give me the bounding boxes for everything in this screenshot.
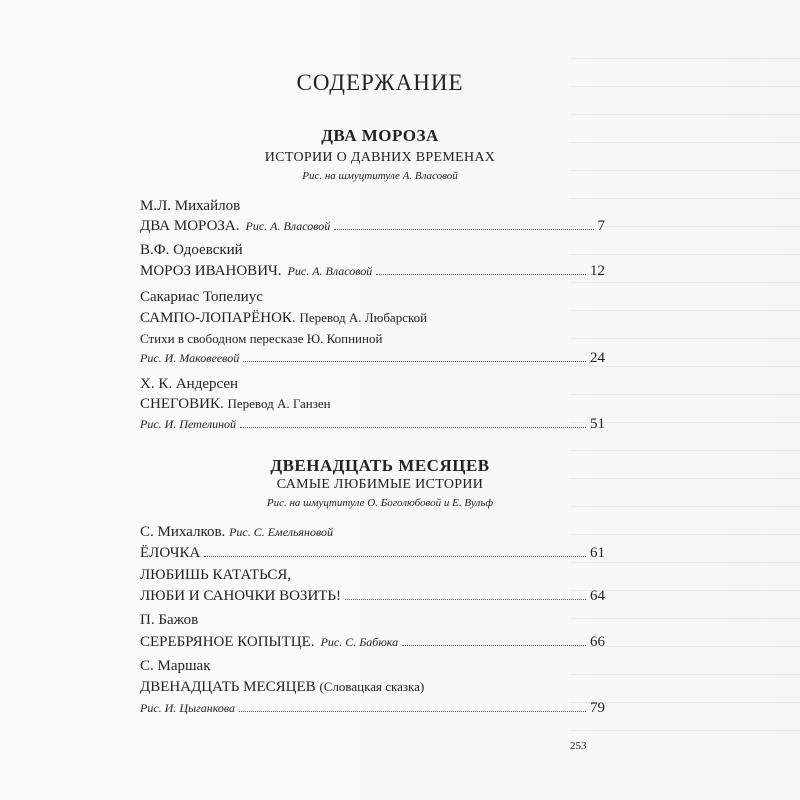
section1-subtitle: ИСТОРИИ О ДАВНИХ ВРЕМЕНАХ bbox=[264, 150, 496, 165]
entry-page: 79 bbox=[590, 700, 605, 716]
entry-page: 64 bbox=[590, 588, 605, 604]
entry-page: 61 bbox=[590, 545, 605, 561]
s1-author-1: М.Л. Михайлов bbox=[140, 198, 241, 214]
s2-entry-1 bbox=[140, 543, 605, 563]
section1-note: Рис. на шмуцтитуле А. Власовой bbox=[302, 170, 458, 182]
entry-title: ЛЮБИ И САНОЧКИ ВОЗИТЬ! bbox=[140, 588, 342, 604]
entry-page: 24 bbox=[590, 350, 605, 366]
entry-translator: Перевод А. Любарской bbox=[299, 310, 428, 325]
entry-illustrator: Рис. А. Власовой bbox=[287, 264, 373, 278]
s2-author-1-line bbox=[140, 522, 605, 542]
s1-entry-4 bbox=[140, 414, 605, 434]
author: С. Михалков. bbox=[140, 524, 226, 540]
dot-leader bbox=[334, 229, 593, 230]
entry-title: МОРОЗ ИВАНОВИЧ. bbox=[140, 263, 282, 279]
s1-entry-2 bbox=[140, 261, 605, 281]
s1-author-4: Х. К. Андерсен bbox=[140, 376, 239, 392]
s1-entry-4-title-line bbox=[140, 394, 605, 414]
entry-title: ДВА МОРОЗА. bbox=[140, 218, 240, 234]
entry-page: 12 bbox=[590, 263, 605, 279]
section2-subtitle: САМЫЕ ЛЮБИМЫЕ ИСТОРИИ bbox=[276, 477, 484, 492]
entry-subtitle: (Словацкая сказка) bbox=[319, 679, 425, 694]
section2-note: Рис. на шмуцтитуле О. Боголюбовой и Е. Вульф bbox=[266, 497, 494, 509]
s1-author-3: Сакариас Топелиус bbox=[140, 289, 263, 305]
section1-title: ДВА МОРОЗА bbox=[321, 126, 439, 145]
author-illustrator: Рис. С. Емельяновой bbox=[229, 525, 334, 539]
entry-illustrator: Рис. С. Бабюка bbox=[320, 635, 399, 649]
s2-entry-4-title-line bbox=[140, 677, 605, 697]
s1-entry-1 bbox=[140, 216, 605, 236]
entry-title: ДВЕНАДЦАТЬ МЕСЯЦЕВ bbox=[140, 679, 316, 695]
dot-leader bbox=[376, 274, 586, 275]
s2-entry-3 bbox=[140, 632, 605, 652]
entry-translator: Перевод А. Ганзен bbox=[227, 396, 331, 411]
s2-author-2: П. Бажов bbox=[140, 612, 199, 628]
s2-entry-2-title-line1: ЛЮБИШЬ КАТАТЬСЯ, bbox=[140, 567, 292, 583]
section2-title: ДВЕНАДЦАТЬ МЕСЯЦЕВ bbox=[270, 456, 490, 475]
entry-page: 66 bbox=[590, 634, 605, 650]
toc-sheet bbox=[140, 0, 620, 800]
entry-page: 51 bbox=[590, 416, 605, 432]
entry-title: СЕРЕБРЯНОЕ КОПЫТЦЕ. bbox=[140, 634, 315, 650]
entry-page: 7 bbox=[597, 218, 605, 234]
dot-leader bbox=[240, 427, 586, 428]
entry-illustrator: Рис. А. Власовой bbox=[245, 219, 331, 233]
dot-leader bbox=[243, 361, 586, 362]
s1-entry-3 bbox=[140, 348, 605, 368]
page-number: 253 bbox=[570, 740, 587, 752]
entry-illustrator: Рис. И. Маковеевой bbox=[140, 351, 240, 365]
s1-entry-3-title-line bbox=[140, 308, 605, 328]
entry-title: СНЕГОВИК. bbox=[140, 396, 224, 412]
s1-entry-3-verse-note: Стихи в свободном пересказе Ю. Копниной bbox=[140, 331, 383, 346]
dot-leader bbox=[204, 556, 586, 557]
toc-title: СОДЕРЖАНИЕ bbox=[296, 70, 464, 95]
dot-leader bbox=[402, 645, 586, 646]
s2-entry-4 bbox=[140, 698, 605, 718]
s2-entry-2 bbox=[140, 586, 605, 606]
dot-leader bbox=[345, 599, 586, 600]
entry-illustrator: Рис. И. Петелиной bbox=[140, 417, 237, 431]
s2-author-3: С. Маршак bbox=[140, 658, 211, 674]
entry-illustrator: Рис. И. Цыганкова bbox=[140, 701, 236, 715]
dot-leader bbox=[239, 711, 586, 712]
s1-author-2: В.Ф. Одоевский bbox=[140, 242, 243, 258]
entry-title: САМПО-ЛОПАРЁНОК. bbox=[140, 310, 296, 326]
entry-title: ЁЛОЧКА bbox=[140, 545, 201, 561]
